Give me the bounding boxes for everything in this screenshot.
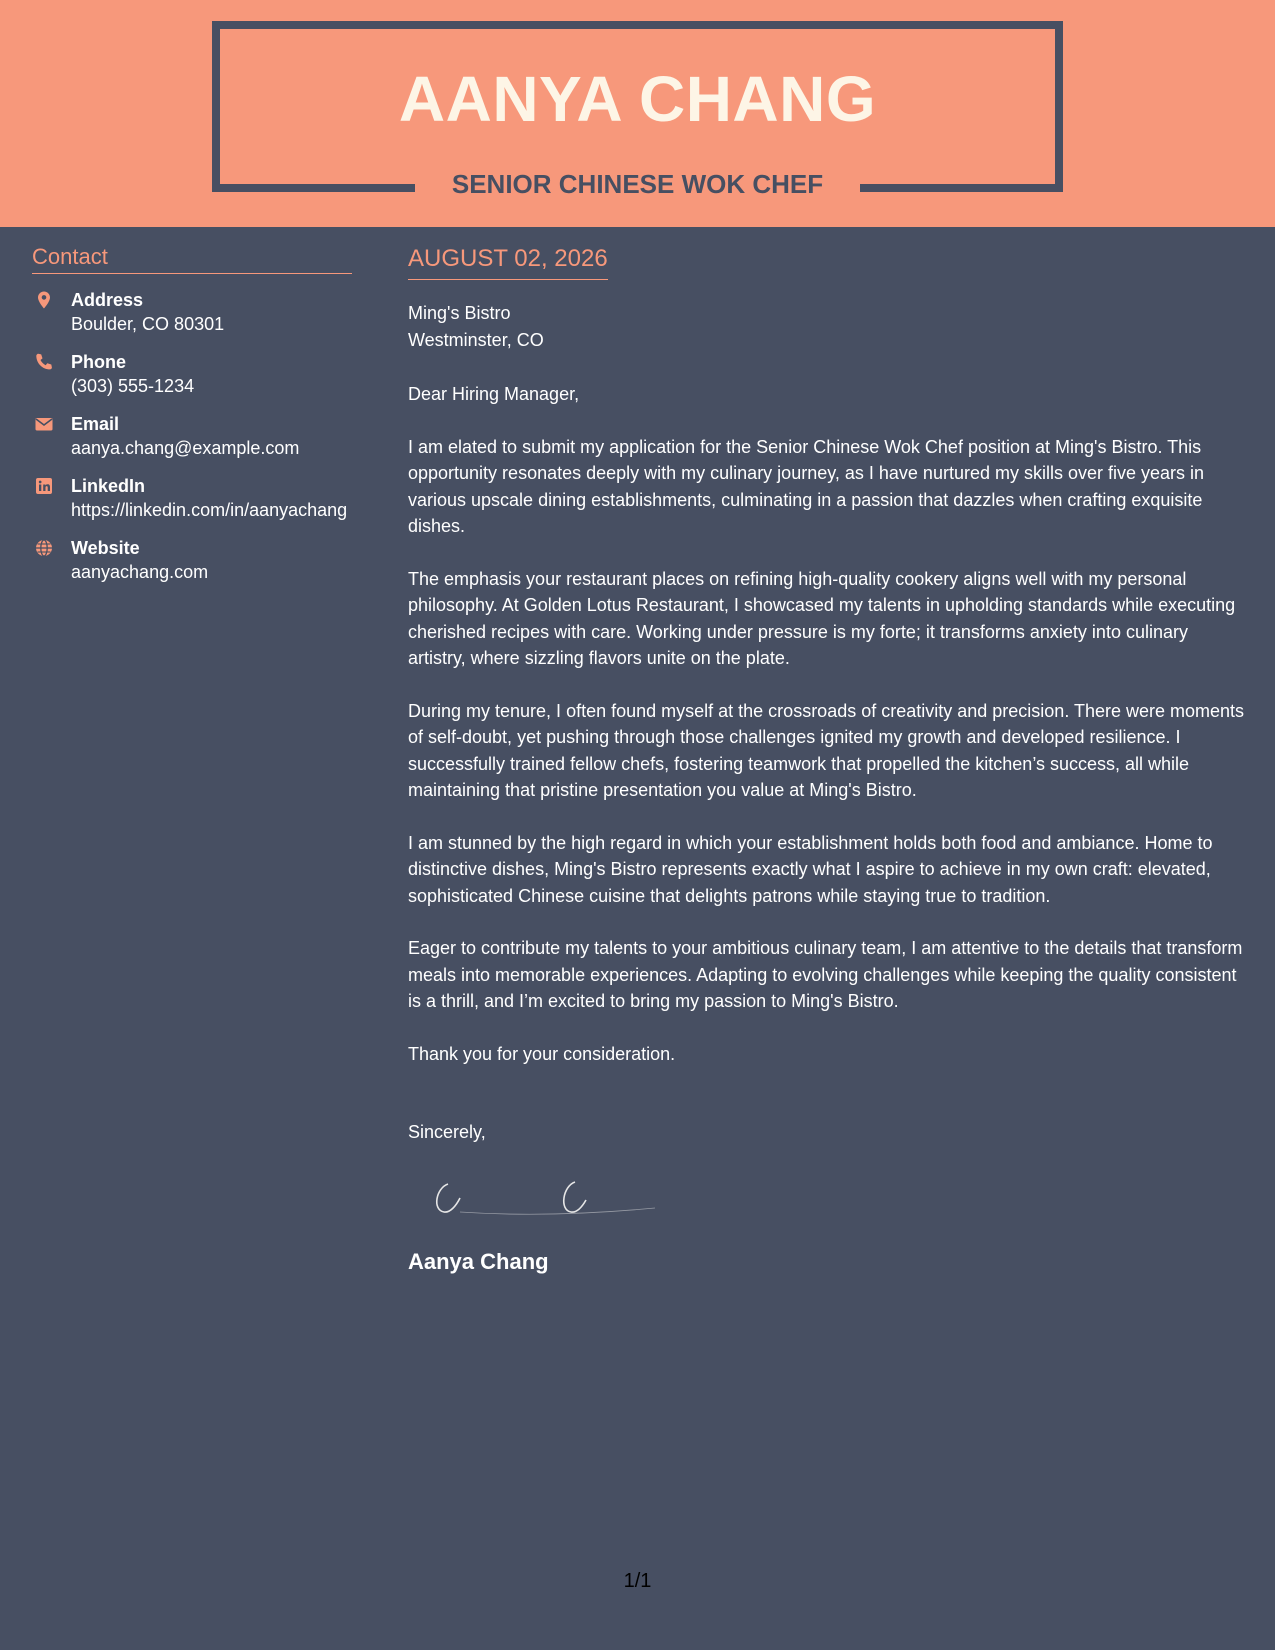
recipient-company: Ming's Bistro bbox=[408, 303, 511, 323]
contact-label: Email bbox=[71, 414, 120, 434]
contact-value: Boulder, CO 80301 bbox=[71, 314, 225, 334]
contact-label: Phone bbox=[71, 352, 127, 372]
contact-email bbox=[32, 412, 352, 460]
contact-value: aanya.chang@example.com bbox=[71, 438, 300, 458]
envelope-icon bbox=[34, 414, 54, 434]
letter-paragraph: During my tenure, I often found myself at the crossroads of creativity and precision. There were moments of self-doubt, yet pushing through those challenges ignited my growth and developed resilience. I successfully trained fellow chefs, fostering teamwork that propelled the kitchen’s success, all while maintaining that pristine presentation you value at Ming's Bistro. bbox=[408, 700, 1245, 800]
phone-icon bbox=[34, 352, 54, 372]
signature-image bbox=[430, 1172, 670, 1222]
contact-value[interactable]: aanyachang.com bbox=[71, 562, 209, 582]
letter-paragraph: Thank you for your consideration. bbox=[408, 1043, 676, 1064]
contact-label: LinkedIn bbox=[71, 476, 146, 496]
recipient-location: Westminster, CO bbox=[408, 329, 544, 350]
page-number: 1/1 bbox=[623, 1570, 652, 1592]
globe-icon bbox=[34, 538, 54, 558]
contact-value[interactable]: https://linkedin.com/in/aanyachang bbox=[71, 500, 348, 520]
contact-linkedin bbox=[32, 474, 352, 522]
closing: Sincerely, bbox=[408, 1122, 486, 1142]
letter-paragraph: I am elated to submit my application for the Senior Chinese Wok Chef position at Ming's Bistro. This opportunity resonates deeply with my culinary journey, as I have nurtured my skills over five years in various upscale dining establishments, culminating in a passion that dazzles when crafting exquisite dishes. bbox=[408, 436, 1205, 536]
map-pin-icon bbox=[34, 290, 54, 310]
letter-paragraph: Eager to contribute my talents to your ambitious culinary team, I am attentive to the details that transform meals into memorable experiences. Adapting to evolving challenges while keeping the quality consistent is a thrill, and I’m excited to bring my passion to Ming's Bistro. bbox=[408, 938, 1243, 1011]
contact-section-title: Contact bbox=[32, 243, 352, 274]
contact-label: Address bbox=[71, 290, 144, 310]
contact-address bbox=[32, 288, 352, 336]
linkedin-icon bbox=[34, 476, 54, 496]
job-title: SENIOR CHINESE WOK CHEF bbox=[451, 169, 824, 199]
contact-value: (303) 555-1234 bbox=[71, 376, 195, 396]
contact-website bbox=[32, 536, 352, 584]
signer-name: Aanya Chang bbox=[408, 1249, 549, 1274]
applicant-name: AANYA CHANG bbox=[398, 63, 877, 135]
letter-body bbox=[408, 243, 1248, 1277]
contact-sidebar bbox=[32, 243, 352, 584]
letter-paragraph: The emphasis your restaurant places on refining high-quality cookery aligns well with my personal philosophy. At Golden Lotus Restaurant, I showcased my talents in upholding standards while executing cherished recipes with care. Working under pressure is my forte; it transforms anxiety into culinary artistry, where sizzling flavors unite on the plate. bbox=[408, 568, 1236, 668]
header-banner bbox=[0, 0, 1275, 227]
salutation: Dear Hiring Manager, bbox=[408, 384, 580, 404]
letter-paragraph: I am stunned by the high regard in which your establishment holds both food and ambiance. Home to distinctive dishes, Ming's Bistro represents exactly what I aspire to achieve in my own craft: elevated, sophisticated Chinese cuisine that delights patrons while staying true to tradition. bbox=[408, 832, 1213, 906]
letter-date: AUGUST 02, 2026 bbox=[408, 243, 608, 280]
recipient-block bbox=[408, 300, 1248, 353]
contact-phone bbox=[32, 350, 352, 398]
contact-label: Website bbox=[71, 538, 140, 558]
